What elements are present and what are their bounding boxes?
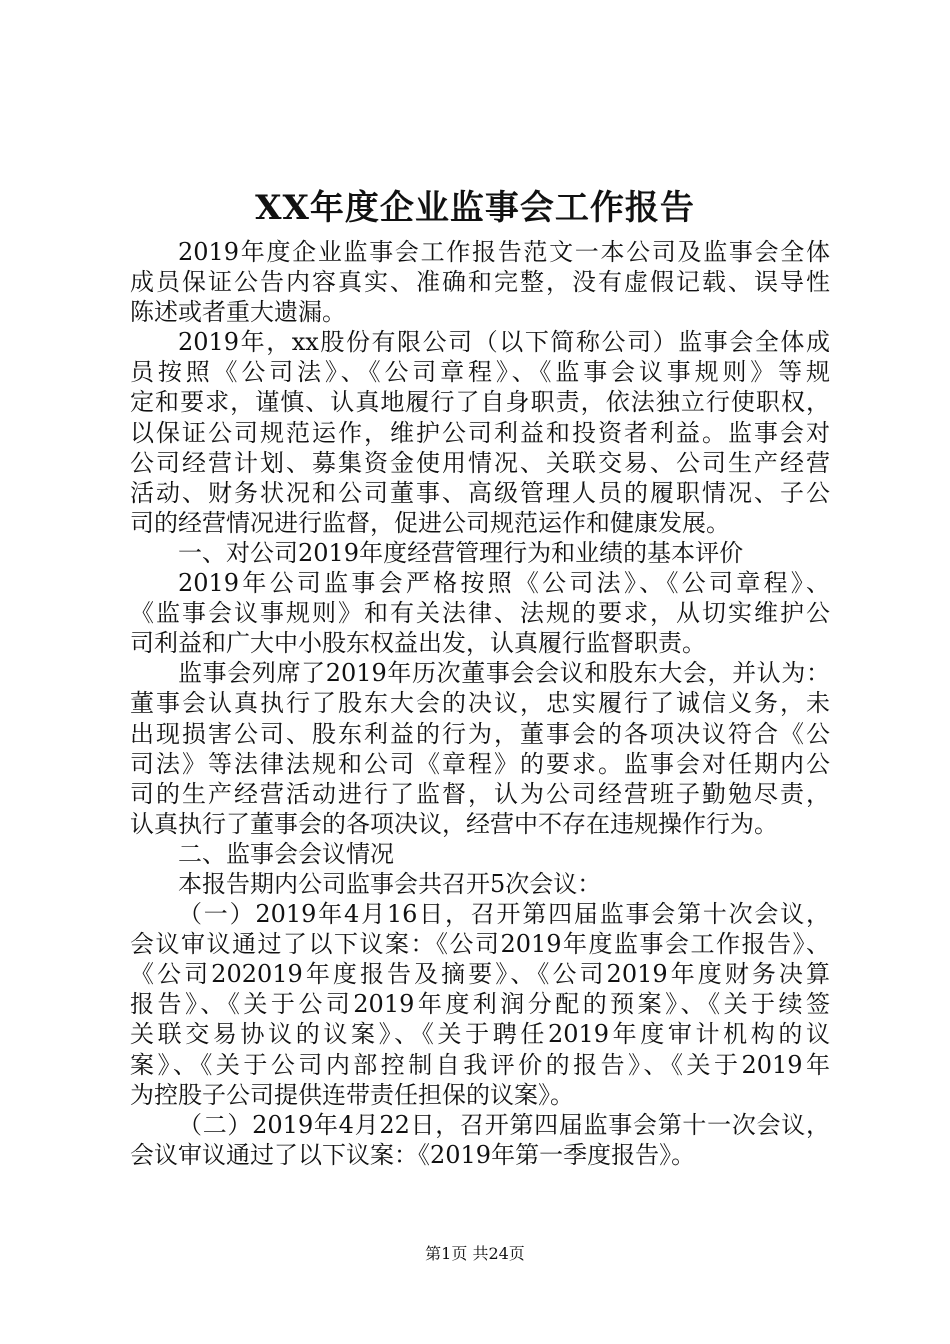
paragraph-line: 为控股子公司提供连带责任担保的议案》。 <box>130 1080 574 1109</box>
paragraph-line: 陈述或者重大遗漏。 <box>130 298 346 327</box>
paragraph-line: 2019年公司监事会严格按照《公司法》、《公司章程》、 <box>178 569 830 598</box>
paragraph-line: 司的经营情况进行监督，促进公司规范运作和健康发展。 <box>130 508 730 537</box>
paragraph-line: 活动、财务状况和公司董事、高级管理人员的履职情况、子公 <box>130 478 830 507</box>
paragraph-line: 员按照《公司法》、《公司章程》、《监事会议事规则》等规 <box>130 358 830 387</box>
paragraph-line: 本报告期内公司监事会共召开5次会议： <box>178 869 602 898</box>
paragraph-line: 2019年度企业监事会工作报告范文一本公司及监事会全体 <box>178 238 830 266</box>
paragraph-line: 董事会认真执行了股东大会的决议，忠实履行了诚信义务，未 <box>130 689 830 718</box>
paragraph-line: 会议审议通过了以下议案：《2019年第一季度报告》。 <box>130 1140 696 1169</box>
paragraph-line: 司利益和广大中小股东权益出发，认真履行监督职责。 <box>130 629 706 658</box>
paragraph-line: 公司经营计划、募集资金使用情况、关联交易、公司生产经营 <box>130 448 830 477</box>
paragraph-line: 《监事会议事规则》和有关法律、法规的要求，从切实维护公 <box>130 599 830 628</box>
paragraph-line: 报告》、《关于公司2019年度利润分配的预案》、《关于续签 <box>130 990 830 1019</box>
paragraph-line: （二）2019年4月22日，召开第四届监事会第十一次会议， <box>178 1110 830 1139</box>
document-title: XX年度企业监事会工作报告 <box>255 188 695 228</box>
page-footer: 第1页 共24页 <box>425 1244 525 1263</box>
paragraph-line: 司法》等法律法规和公司《章程》的要求。监事会对任期内公 <box>130 749 830 778</box>
paragraph-line: 司的生产经营活动进行了监督，认为公司经营班子勤勉尽责， <box>130 779 830 808</box>
paragraph-line: 以保证公司规范运作，维护公司利益和投资者利益。监事会对 <box>130 418 830 447</box>
paragraph-line: 定和要求，谨慎、认真地履行了自身职责，依法独立行使职权， <box>130 388 830 417</box>
paragraph-line: 认真执行了董事会的各项决议，经营中不存在违规操作行为。 <box>130 809 778 838</box>
paragraph-line: 监事会列席了2019年历次董事会会议和股东大会，并认为： <box>178 659 830 688</box>
paragraph-line: 《公司202019年度报告及摘要》、《公司2019年度财务决算 <box>130 960 830 989</box>
paragraph-line: 案》、《关于公司内部控制自我评价的报告》、《关于2019年 <box>130 1050 830 1079</box>
document-body <box>130 237 830 1170</box>
paragraph-line: 关联交易协议的议案》、《关于聘任2019年度审计机构的议 <box>130 1020 830 1049</box>
paragraph-line: 成员保证公告内容真实、准确和完整，没有虚假记载、误导性 <box>130 268 830 297</box>
paragraph-line: 2019年，xx股份有限公司（以下简称公司）监事会全体成 <box>178 328 830 357</box>
paragraph-line: （一）2019年4月16日，召开第四届监事会第十次会议， <box>178 900 830 929</box>
paragraph-line: 出现损害公司、股东利益的行为，董事会的各项决议符合《公 <box>130 719 830 748</box>
section-heading: 一、对公司2019年度经营管理行为和业绩的基本评价 <box>178 538 744 567</box>
section-heading: 二、监事会会议情况 <box>178 839 394 868</box>
paragraph-line: 会议审议通过了以下议案：《公司2019年度监事会工作报告》、 <box>130 930 830 959</box>
